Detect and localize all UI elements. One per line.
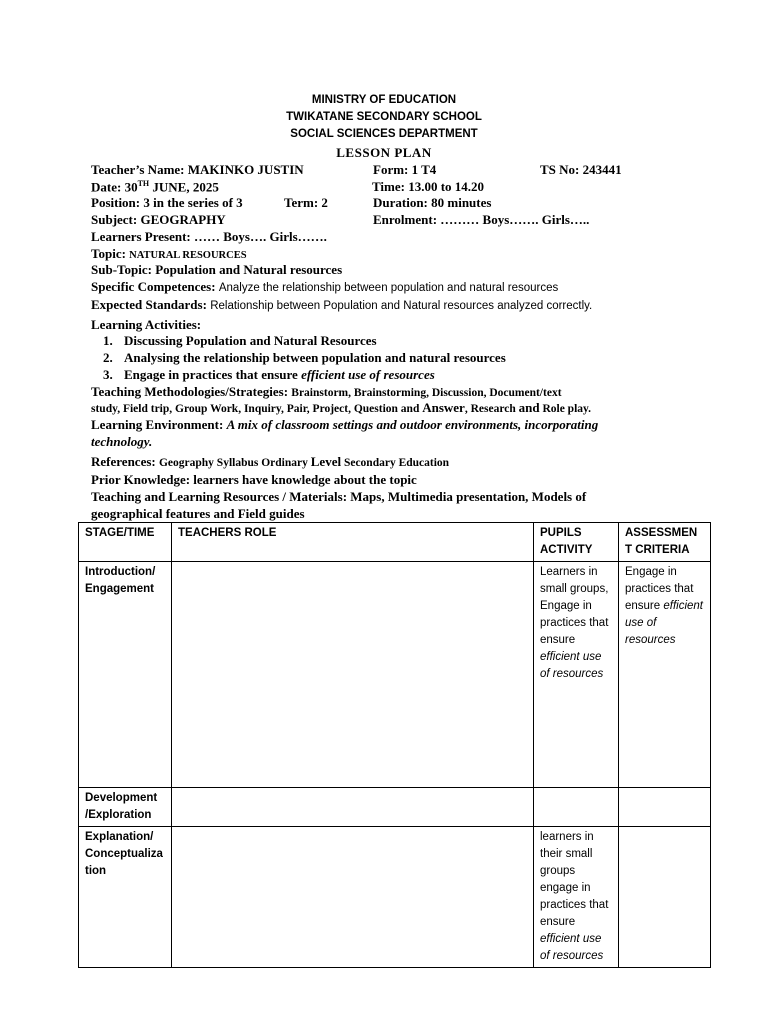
department-heading: SOCIAL SCIENCES DEPARTMENT — [290, 128, 478, 140]
table-row — [79, 827, 711, 968]
assessment-cell: Engage in practices that ensure efficient use of resources — [619, 562, 711, 788]
learning-environment-continued: technology. — [91, 434, 153, 449]
teacher-role-cell — [172, 562, 534, 788]
form: Form: 1 T4 — [373, 162, 437, 177]
assessment-cell — [619, 788, 711, 827]
header-teachers-role: TEACHERS ROLE — [172, 523, 534, 562]
position: Position: 3 in the series of 3 — [91, 195, 243, 210]
teaching-resources-continued: geographical features and Field guides — [91, 506, 305, 521]
activity-item: 2. Analysing the relationship between population and natural resources — [103, 350, 506, 365]
specific-competences: Specific Competences: Analyze the relationship between population and natural resources — [91, 279, 559, 294]
subject: Subject: GEOGRAPHY — [91, 212, 226, 227]
time: Time: 13.00 to 14.20 — [372, 179, 485, 194]
header-pupils-activity: PUPILS ACTIVITY — [534, 523, 619, 562]
lesson-stages-table — [78, 522, 711, 968]
pupils-activity-cell: learners in their small groups engage in practices that ensure efficient use of resources — [534, 827, 619, 968]
pupils-activity-cell — [534, 788, 619, 827]
stage-cell: Explanation/ Conceptualiza tion — [79, 827, 172, 968]
duration: Duration: 80 minutes — [373, 195, 492, 210]
teacher-name: Teacher’s Name: MAKINKO JUSTIN — [91, 162, 304, 177]
table-row — [79, 562, 711, 788]
prior-knowledge: Prior Knowledge: learners have knowledge about the topic — [91, 472, 417, 487]
topic: Topic: NATURAL RESOURCES — [91, 246, 247, 261]
teaching-methodologies-continued: study, Field trip, Group Work, Inquiry, Pair, Project, Question and Answer, Research and Role play. — [91, 400, 591, 415]
sub-topic: Sub-Topic: Population and Natural resources — [91, 262, 343, 277]
header-assessment-criteria: ASSESSMEN T CRITERIA — [619, 523, 711, 562]
teaching-methodologies: Teaching Methodologies/Strategies: Brainstorm, Brainstorming, Discussion, Document/text — [91, 384, 562, 399]
expected-standards: Expected Standards: Relationship between Population and Natural resources analyzed correctly. — [91, 297, 593, 312]
stage-cell: Development /Exploration — [79, 788, 172, 827]
ts-number: TS No: 243441 — [540, 162, 622, 177]
learners-present: Learners Present: …… Boys…. Girls……. — [91, 229, 327, 244]
stage-cell: Introduction/ Engagement — [79, 562, 172, 788]
learning-environment: Learning Environment: A mix of classroom settings and outdoor environments, incorporating — [91, 417, 599, 432]
ministry-heading: MINISTRY OF EDUCATION — [311, 94, 457, 106]
table-header-row — [79, 523, 711, 562]
teacher-role-cell — [172, 827, 534, 968]
school-heading: TWIKATANE SECONDARY SCHOOL — [286, 111, 482, 123]
header-stage-time: STAGE/TIME — [79, 523, 172, 562]
lesson-plan-title: LESSON PLAN — [336, 145, 432, 160]
date: Date: 30TH JUNE, 2025 — [91, 179, 219, 195]
table-row — [79, 788, 711, 827]
activity-item: 3. Engage in practices that ensure efficient use of resources — [103, 367, 435, 382]
activity-item: 1. Discussing Population and Natural Resources — [103, 333, 377, 348]
enrolment: Enrolment: ……… Boys……. Girls….. — [373, 212, 590, 227]
teaching-resources: Teaching and Learning Resources / Materials: Maps, Multimedia presentation, Models of — [91, 489, 587, 504]
term: Term: 2 — [284, 195, 328, 210]
references: References: Geography Syllabus Ordinary Level Secondary Education — [91, 454, 450, 469]
learning-activities-label: Learning Activities: — [91, 317, 202, 332]
teacher-role-cell — [172, 788, 534, 827]
assessment-cell — [619, 827, 711, 968]
pupils-activity-cell: Learners in small groups, Engage in practices that ensure efficient use of resources — [534, 562, 619, 788]
